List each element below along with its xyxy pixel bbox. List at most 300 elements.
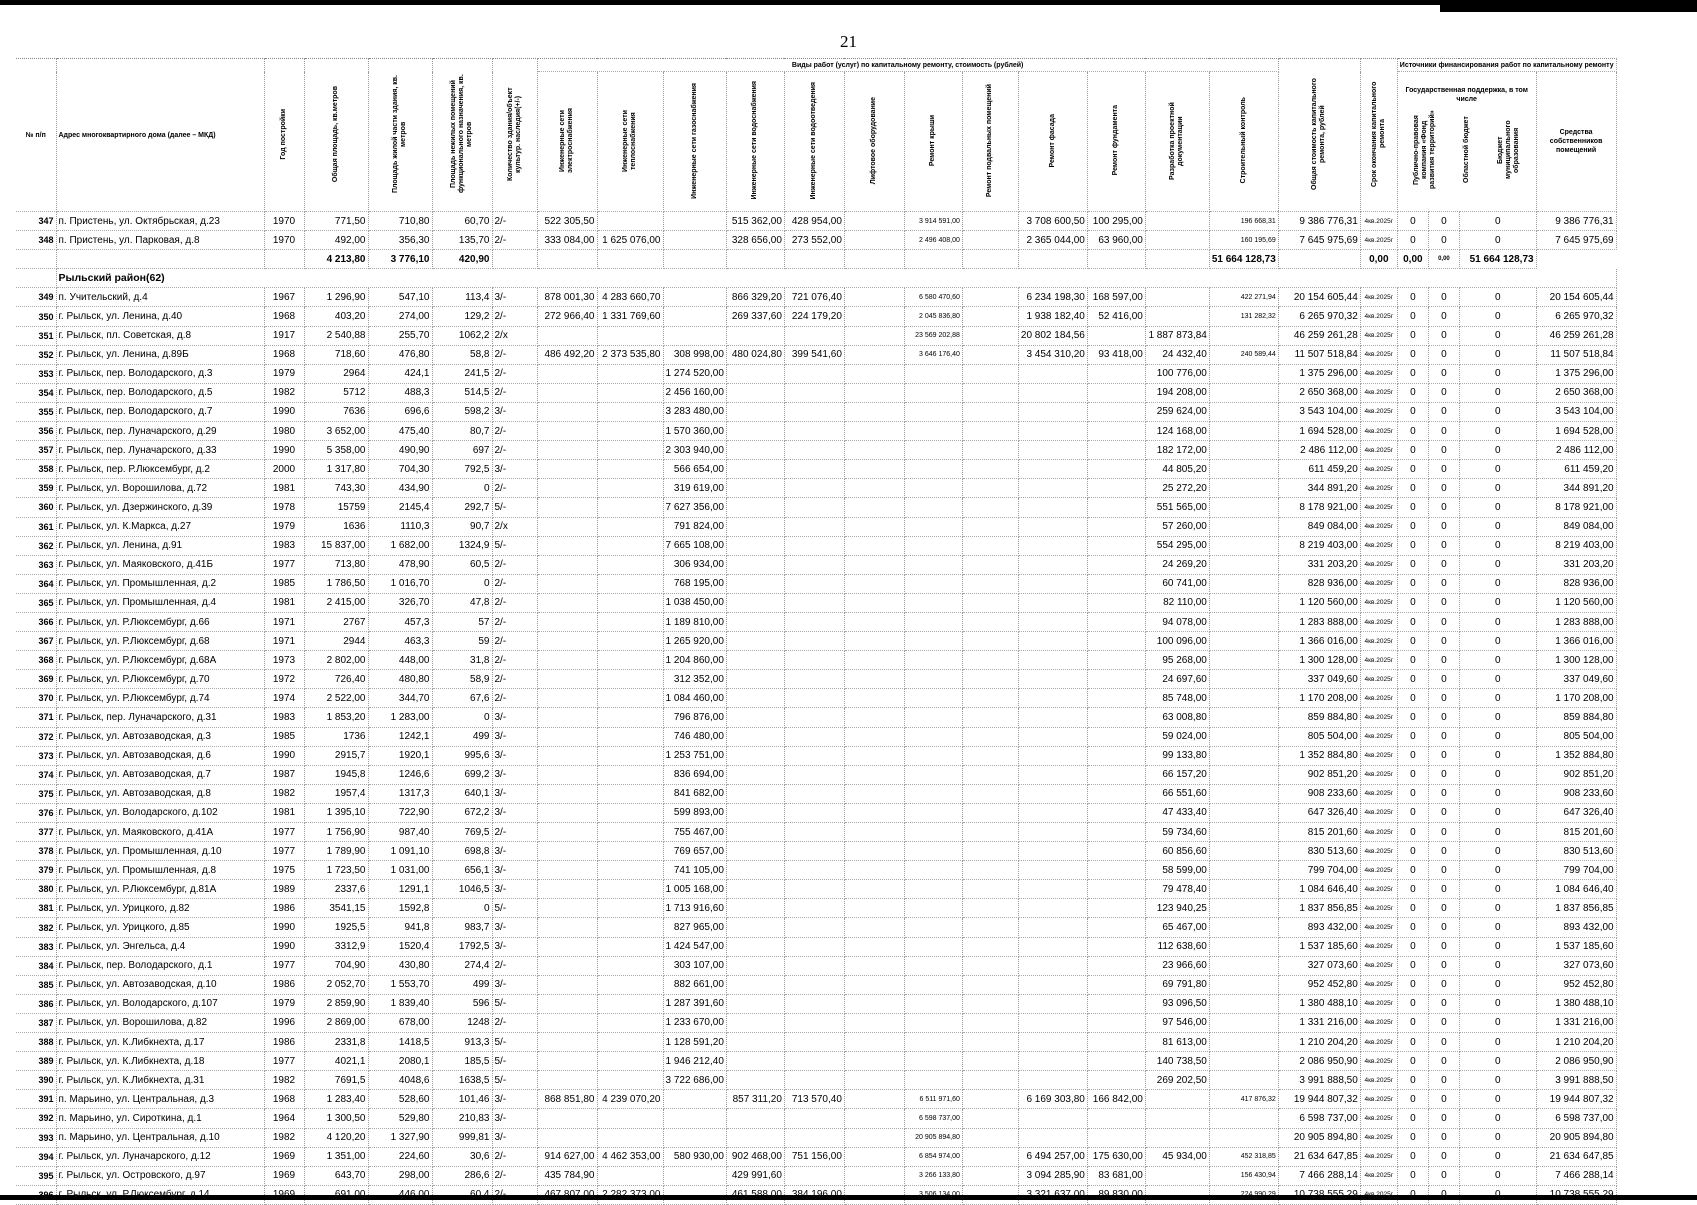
- cell-sewer: [784, 861, 844, 880]
- cell-nonres-area: 769,5: [432, 823, 492, 842]
- cell-total-area: 1 351,00: [304, 1147, 368, 1166]
- cell-object-count: 3/-: [492, 842, 537, 861]
- cell-total-area: 1 853,20: [304, 708, 368, 727]
- subtotal-regional: 0,00: [1397, 250, 1428, 269]
- cell-total-area: 2 052,70: [304, 975, 368, 994]
- cell-electric: [537, 498, 597, 517]
- cell-foundation: 175 630,00: [1087, 1147, 1145, 1166]
- cell-facade: 1 938 182,40: [1018, 307, 1087, 326]
- cell-heat: [597, 746, 663, 765]
- cell-municipal: 0: [1459, 1071, 1536, 1090]
- cell-sewer: [784, 1052, 844, 1071]
- cell-total-cost: 7 645 975,69: [1278, 231, 1360, 250]
- cell-municipal: 0: [1459, 994, 1536, 1013]
- cell-gas: 3 722 686,00: [663, 1071, 726, 1090]
- cell-fund: 0: [1397, 1128, 1428, 1147]
- cell-project-docs: 124 168,00: [1145, 422, 1209, 441]
- cell-electric: [537, 994, 597, 1013]
- cell-fund: 0: [1397, 441, 1428, 460]
- cell-facade: [1018, 765, 1087, 784]
- cell-roof: [904, 880, 962, 899]
- cell-foundation: [1087, 784, 1145, 803]
- cell-year: 1986: [264, 975, 304, 994]
- cell-control: [1209, 727, 1278, 746]
- cell-lift: [844, 441, 904, 460]
- cell-gas: [663, 1109, 726, 1128]
- cell-deadline: 4кв.2025г: [1360, 460, 1397, 479]
- cell-deadline: 4кв.2025г: [1360, 1071, 1397, 1090]
- cell-deadline: 4кв.2025г: [1360, 937, 1397, 956]
- cell-deadline: 4кв.2025г: [1360, 994, 1397, 1013]
- subtotal-fund: 0,00: [1360, 250, 1397, 269]
- cell-regional: 0: [1428, 1128, 1459, 1147]
- cell-basement: [962, 689, 1018, 708]
- cell-electric: [537, 1052, 597, 1071]
- cell-control: 156 430,94: [1209, 1166, 1278, 1185]
- cell-gas: 319 619,00: [663, 479, 726, 498]
- cell-project-docs: 551 565,00: [1145, 498, 1209, 517]
- cell-total-cost: 828 936,00: [1278, 574, 1360, 593]
- cell-fund: 0: [1397, 479, 1428, 498]
- cell-total-cost: 799 704,00: [1278, 861, 1360, 880]
- cell-row-number: 352: [16, 345, 56, 364]
- cell-gas: 1 204 860,00: [663, 651, 726, 670]
- cell-project-docs: 81 613,00: [1145, 1033, 1209, 1052]
- cell-nonres-area: 1062,2: [432, 326, 492, 345]
- cell-address: г. Рыльск, ул. К.Либкнехта, д.31: [56, 1071, 264, 1090]
- cell-roof: [904, 402, 962, 421]
- cell-electric: [537, 517, 597, 536]
- cell-regional: 0: [1428, 383, 1459, 402]
- cell-control: [1209, 1052, 1278, 1071]
- cell-foundation: [1087, 1071, 1145, 1090]
- cell-sewer: [784, 651, 844, 670]
- cell-municipal: 0: [1459, 918, 1536, 937]
- header-nonres-area: Площадь нежилых помещений функционального назначения, кв. метров: [450, 74, 473, 194]
- header-year: Год постройки: [280, 108, 287, 160]
- cell-heat: [597, 612, 663, 631]
- cell-project-docs: 182 172,00: [1145, 441, 1209, 460]
- cell-total-area: 704,90: [304, 956, 368, 975]
- cell-fund: 0: [1397, 383, 1428, 402]
- cell-facade: [1018, 1033, 1087, 1052]
- cell-gas: 746 480,00: [663, 727, 726, 746]
- cell-owners: 1 366 016,00: [1536, 632, 1616, 651]
- cell-deadline: 4кв.2025г: [1360, 1128, 1397, 1147]
- cell-deadline: 4кв.2025г: [1360, 746, 1397, 765]
- cell-fund: 0: [1397, 632, 1428, 651]
- cell-owners: 21 634 647,85: [1536, 1147, 1616, 1166]
- cell-deadline: 4кв.2025г: [1360, 1109, 1397, 1128]
- cell-project-docs: 100 096,00: [1145, 632, 1209, 651]
- cell-living-area: 1 682,00: [368, 536, 432, 555]
- cell-lift: [844, 479, 904, 498]
- cell-control: [1209, 536, 1278, 555]
- cell-row-number: 365: [16, 593, 56, 612]
- cell-sewer: 399 541,60: [784, 345, 844, 364]
- cell-nonres-area: 514,5: [432, 383, 492, 402]
- cell-heat: 4 239 070,20: [597, 1090, 663, 1109]
- cell-heat: [597, 402, 663, 421]
- cell-basement: [962, 746, 1018, 765]
- cell-living-area: 1 031,00: [368, 861, 432, 880]
- cell-regional: 0: [1428, 1052, 1459, 1071]
- cell-basement: [962, 765, 1018, 784]
- cell-nonres-area: 135,70: [432, 231, 492, 250]
- header-state-support: Государственная поддержка, в том числе: [1405, 87, 1528, 103]
- cell-regional: 0: [1428, 784, 1459, 803]
- cell-project-docs: 24 269,20: [1145, 555, 1209, 574]
- cell-total-area: 15759: [304, 498, 368, 517]
- cell-lift: [844, 632, 904, 651]
- cell-total-area: 718,60: [304, 345, 368, 364]
- cell-electric: [537, 460, 597, 479]
- cell-nonres-area: 59: [432, 632, 492, 651]
- cell-basement: [962, 651, 1018, 670]
- cell-project-docs: 194 208,00: [1145, 383, 1209, 402]
- cell-row-number: 384: [16, 956, 56, 975]
- cell-roof: 6 598 737,00: [904, 1109, 962, 1128]
- cell-sewer: [784, 708, 844, 727]
- cell-living-area: 1 091,10: [368, 842, 432, 861]
- cell-heat: [597, 899, 663, 918]
- cell-facade: [1018, 899, 1087, 918]
- cell-living-area: 1317,3: [368, 784, 432, 803]
- cell-water: [726, 880, 784, 899]
- cell-heat: [597, 1052, 663, 1071]
- cell-sewer: 713 570,40: [784, 1090, 844, 1109]
- cell-fund: 0: [1397, 517, 1428, 536]
- cell-foundation: [1087, 861, 1145, 880]
- cell-regional: 0: [1428, 612, 1459, 631]
- cell-living-area: 430,80: [368, 956, 432, 975]
- cell-deadline: 4кв.2025г: [1360, 708, 1397, 727]
- cell-basement: [962, 708, 1018, 727]
- cell-basement: [962, 1071, 1018, 1090]
- cell-foundation: [1087, 956, 1145, 975]
- cell-gas: 566 654,00: [663, 460, 726, 479]
- cell-nonres-area: 672,2: [432, 803, 492, 822]
- cell-row-number: 351: [16, 326, 56, 345]
- cell-total-cost: 20 905 894,80: [1278, 1128, 1360, 1147]
- cell-heat: [597, 536, 663, 555]
- cell-nonres-area: 31,8: [432, 651, 492, 670]
- cell-roof: [904, 383, 962, 402]
- cell-municipal: 0: [1459, 746, 1536, 765]
- cell-project-docs: 1 887 873,84: [1145, 326, 1209, 345]
- cell-address: г. Рыльск, ул. Р.Люксембург, д.70: [56, 670, 264, 689]
- cell-regional: 0: [1428, 479, 1459, 498]
- cell-roof: [904, 956, 962, 975]
- cell-address: г. Рыльск, ул. Автозаводская, д.10: [56, 975, 264, 994]
- cell-address: г. Рыльск, пер. Луначарского, д.29: [56, 422, 264, 441]
- cell-nonres-area: 697: [432, 441, 492, 460]
- cell-sewer: [784, 1013, 844, 1032]
- cell-electric: [537, 402, 597, 421]
- cell-heat: [597, 689, 663, 708]
- cell-regional: 0: [1428, 555, 1459, 574]
- cell-total-cost: 1 210 204,20: [1278, 1033, 1360, 1052]
- cell-municipal: 0: [1459, 1128, 1536, 1147]
- cell-living-area: 1592,8: [368, 899, 432, 918]
- table-row: [16, 994, 1616, 1013]
- header-object-count: Количество здания/объект культур. наследия(+/-): [506, 87, 522, 181]
- cell-roof: [904, 918, 962, 937]
- cell-lift: [844, 746, 904, 765]
- cell-row-number: 364: [16, 574, 56, 593]
- cell-total-cost: 21 634 647,85: [1278, 1147, 1360, 1166]
- cell-total-area: 2915,7: [304, 746, 368, 765]
- cell-facade: [1018, 746, 1087, 765]
- cell-water: [726, 1109, 784, 1128]
- cell-total-area: 1 395,10: [304, 803, 368, 822]
- cell-total-area: 1 300,50: [304, 1109, 368, 1128]
- cell-nonres-area: 1046,5: [432, 880, 492, 899]
- table-row: [16, 574, 1616, 593]
- cell-regional: 0: [1428, 1071, 1459, 1090]
- cell-project-docs: 57 260,00: [1145, 517, 1209, 536]
- cell-object-count: 2/-: [492, 823, 537, 842]
- cell-nonres-area: 995,6: [432, 746, 492, 765]
- cell-electric: 486 492,20: [537, 345, 597, 364]
- cell-foundation: [1087, 880, 1145, 899]
- cell-total-cost: 8 178 921,00: [1278, 498, 1360, 517]
- cell-lift: [844, 918, 904, 937]
- cell-fund: 0: [1397, 612, 1428, 631]
- cell-electric: [537, 574, 597, 593]
- cell-owners: 1 283 888,00: [1536, 612, 1616, 631]
- cell-lift: [844, 288, 904, 307]
- cell-heat: [597, 555, 663, 574]
- cell-address: г. Рыльск, ул. Р.Люксембург, д.68: [56, 632, 264, 651]
- cell-heat: [597, 364, 663, 383]
- cell-heat: [597, 422, 663, 441]
- cell-sewer: [784, 1109, 844, 1128]
- cell-foundation: [1087, 632, 1145, 651]
- cell-fund: 0: [1397, 345, 1428, 364]
- cell-owners: 1 380 488,10: [1536, 994, 1616, 1013]
- cell-living-area: 1 016,70: [368, 574, 432, 593]
- cell-object-count: 2/-: [492, 574, 537, 593]
- cell-deadline: 4кв.2025г: [1360, 479, 1397, 498]
- cell-facade: [1018, 593, 1087, 612]
- cell-regional: 0: [1428, 937, 1459, 956]
- cell-total-area: 15 837,00: [304, 536, 368, 555]
- cell-owners: 1 837 856,85: [1536, 899, 1616, 918]
- header-facade: Ремонт фасада: [1048, 113, 1056, 168]
- cell-owners: 1 331 216,00: [1536, 1013, 1616, 1032]
- cell-heat: [597, 765, 663, 784]
- cell-living-area: 1520,4: [368, 937, 432, 956]
- cell-municipal: 0: [1459, 383, 1536, 402]
- cell-living-area: 463,3: [368, 632, 432, 651]
- cell-control: 240 589,44: [1209, 345, 1278, 364]
- cell-sewer: [784, 670, 844, 689]
- cell-electric: [537, 1033, 597, 1052]
- cell-municipal: 0: [1459, 1013, 1536, 1032]
- cell-facade: [1018, 364, 1087, 383]
- cell-water: 515 362,00: [726, 212, 784, 231]
- cell-total-area: 2 415,00: [304, 593, 368, 612]
- cell-lift: [844, 880, 904, 899]
- cell-facade: [1018, 498, 1087, 517]
- cell-water: 269 337,60: [726, 307, 784, 326]
- cell-electric: 868 851,80: [537, 1090, 597, 1109]
- cell-gas: 755 467,00: [663, 823, 726, 842]
- cell-sewer: 721 076,40: [784, 288, 844, 307]
- cell-facade: [1018, 861, 1087, 880]
- cell-gas: 1 233 670,00: [663, 1013, 726, 1032]
- cell-total-area: 2 802,00: [304, 651, 368, 670]
- cell-deadline: 4кв.2025г: [1360, 345, 1397, 364]
- cell-municipal: 0: [1459, 803, 1536, 822]
- cell-sewer: [784, 460, 844, 479]
- cell-year: 1968: [264, 345, 304, 364]
- cell-regional: 0: [1428, 498, 1459, 517]
- cell-sewer: 224 179,20: [784, 307, 844, 326]
- cell-fund: 0: [1397, 288, 1428, 307]
- cell-fund: 0: [1397, 307, 1428, 326]
- table-row: [16, 803, 1616, 822]
- cell-total-area: 7691,5: [304, 1071, 368, 1090]
- cell-fund: 0: [1397, 593, 1428, 612]
- cell-year: 1986: [264, 1033, 304, 1052]
- cell-nonres-area: 913,3: [432, 1033, 492, 1052]
- cell-year: 1978: [264, 498, 304, 517]
- cell-project-docs: 112 638,60: [1145, 937, 1209, 956]
- cell-address: г. Рыльск, ул. Автозаводская, д.6: [56, 746, 264, 765]
- cell-regional: 0: [1428, 823, 1459, 842]
- cell-fund: 0: [1397, 918, 1428, 937]
- cell-owners: 647 326,40: [1536, 803, 1616, 822]
- cell-owners: 828 936,00: [1536, 574, 1616, 593]
- cell-roof: 2 496 408,00: [904, 231, 962, 250]
- cell-deadline: 4кв.2025г: [1360, 383, 1397, 402]
- cell-owners: 46 259 261,28: [1536, 326, 1616, 345]
- cell-object-count: 5/-: [492, 899, 537, 918]
- cell-project-docs: 259 624,00: [1145, 402, 1209, 421]
- cell-year: 1990: [264, 937, 304, 956]
- cell-municipal: 0: [1459, 612, 1536, 631]
- cell-deadline: 4кв.2025г: [1360, 536, 1397, 555]
- cell-nonres-area: 67,6: [432, 689, 492, 708]
- cell-water: [726, 784, 784, 803]
- cell-owners: 805 504,00: [1536, 727, 1616, 746]
- cell-basement: [962, 1147, 1018, 1166]
- cell-living-area: 710,80: [368, 212, 432, 231]
- cell-electric: [537, 670, 597, 689]
- cell-facade: 2 365 044,00: [1018, 231, 1087, 250]
- cell-control: [1209, 402, 1278, 421]
- cell-total-cost: 46 259 261,28: [1278, 326, 1360, 345]
- cell-facade: 6 494 257,00: [1018, 1147, 1087, 1166]
- cell-sewer: [784, 823, 844, 842]
- district-row: [16, 269, 1616, 288]
- cell-nonres-area: 0: [432, 899, 492, 918]
- cell-fund: 0: [1397, 1109, 1428, 1128]
- cell-municipal: 0: [1459, 784, 1536, 803]
- cell-living-area: 529,80: [368, 1109, 432, 1128]
- cell-heat: [597, 498, 663, 517]
- cell-object-count: 3/-: [492, 880, 537, 899]
- cell-fund: 0: [1397, 460, 1428, 479]
- cell-fund: 0: [1397, 574, 1428, 593]
- cell-municipal: 0: [1459, 460, 1536, 479]
- cell-project-docs: 47 433,40: [1145, 803, 1209, 822]
- cell-owners: 2 086 950,90: [1536, 1052, 1616, 1071]
- cell-foundation: [1087, 842, 1145, 861]
- cell-total-cost: 20 154 605,44: [1278, 288, 1360, 307]
- cell-address: г. Рыльск, ул. Ленина, д.91: [56, 536, 264, 555]
- cell-basement: [962, 1090, 1018, 1109]
- cell-control: [1209, 612, 1278, 631]
- cell-row-number: 371: [16, 708, 56, 727]
- cell-foundation: [1087, 918, 1145, 937]
- cell-facade: [1018, 727, 1087, 746]
- cell-municipal: 0: [1459, 231, 1536, 250]
- cell-lift: [844, 612, 904, 631]
- cell-lift: [844, 1147, 904, 1166]
- table-row: [16, 498, 1616, 517]
- cell-total-area: 7636: [304, 402, 368, 421]
- table-row: [16, 918, 1616, 937]
- cell-heat: [597, 212, 663, 231]
- table-row: [16, 708, 1616, 727]
- cell-living-area: 1 283,00: [368, 708, 432, 727]
- cell-roof: 3 914 591,00: [904, 212, 962, 231]
- cell-facade: [1018, 555, 1087, 574]
- cell-water: [726, 689, 784, 708]
- cell-owners: 952 452,80: [1536, 975, 1616, 994]
- cell-object-count: 3/-: [492, 1128, 537, 1147]
- table-row: [16, 1128, 1616, 1147]
- subtotal-row: [16, 250, 1616, 269]
- cell-total-area: 1 317,80: [304, 460, 368, 479]
- cell-control: [1209, 632, 1278, 651]
- cell-heat: [597, 1128, 663, 1147]
- cell-sewer: [784, 1128, 844, 1147]
- cell-nonres-area: 30,6: [432, 1147, 492, 1166]
- cell-control: [1209, 765, 1278, 784]
- cell-roof: [904, 651, 962, 670]
- cell-row-number: 373: [16, 746, 56, 765]
- cell-address: п. Марьино, ул. Центральная, д.3: [56, 1090, 264, 1109]
- cell-living-area: 678,00: [368, 1013, 432, 1032]
- cell-municipal: 0: [1459, 441, 1536, 460]
- cell-electric: [537, 1071, 597, 1090]
- cell-electric: [537, 651, 597, 670]
- cell-year: 1982: [264, 784, 304, 803]
- cell-regional: 0: [1428, 975, 1459, 994]
- cell-fund: 0: [1397, 803, 1428, 822]
- cell-row-number: 387: [16, 1013, 56, 1032]
- cell-address: г. Рыльск, пер. Луначарского, д.33: [56, 441, 264, 460]
- subtotal-total-area: 4 213,80: [304, 250, 368, 269]
- cell-owners: 1 170 208,00: [1536, 689, 1616, 708]
- cell-sewer: [784, 727, 844, 746]
- cell-nonres-area: 792,5: [432, 460, 492, 479]
- cell-sewer: [784, 765, 844, 784]
- cell-project-docs: 60 741,00: [1145, 574, 1209, 593]
- cell-project-docs: 79 478,40: [1145, 880, 1209, 899]
- cell-gas: 1 424 547,00: [663, 937, 726, 956]
- cell-total-area: 1 723,50: [304, 861, 368, 880]
- cell-address: г. Рыльск, ул. Промышленная, д.2: [56, 574, 264, 593]
- cell-municipal: 0: [1459, 402, 1536, 421]
- cell-water: 866 329,20: [726, 288, 784, 307]
- cell-owners: 1 084 646,40: [1536, 880, 1616, 899]
- cell-water: 857 311,20: [726, 1090, 784, 1109]
